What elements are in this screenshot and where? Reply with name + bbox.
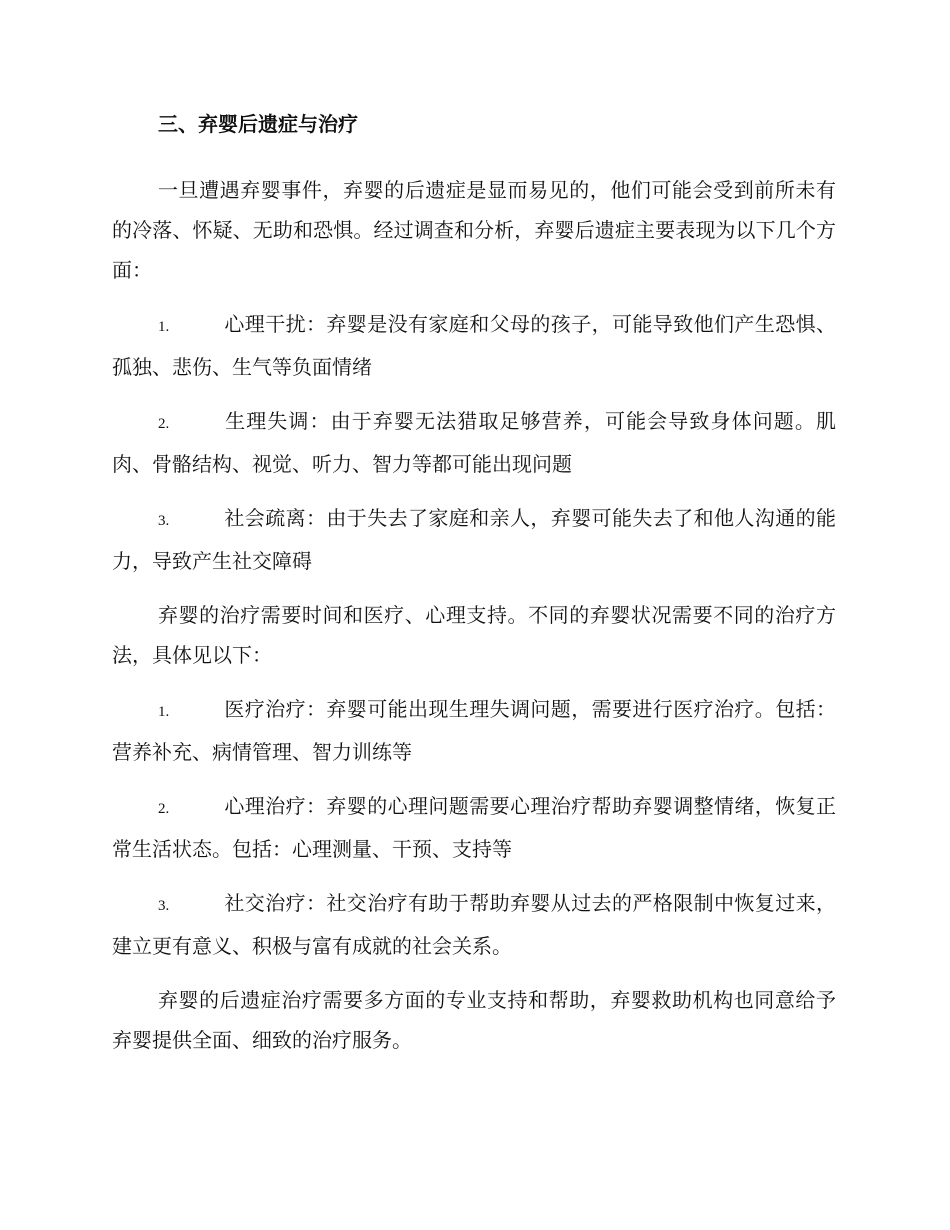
treatments-list — [112, 689, 836, 966]
list-number: 2. — [158, 416, 170, 432]
list-item — [112, 304, 836, 387]
list-item — [112, 689, 836, 772]
list-text: 心理治疗：弃婴的心理问题需要心理治疗帮助弃婴调整情绪，恢复正常生活状态。包括：心理测量、干预、支持等 — [112, 794, 836, 861]
treatment-intro-paragraph: 弃婴的治疗需要时间和医疗、心理支持。不同的弃婴状况需要不同的治疗方法，具体见以下： — [112, 603, 836, 667]
symptoms-list — [112, 304, 836, 581]
list-item — [112, 883, 836, 966]
list-text: 社会疏离：由于失去了家庭和亲人，弃婴可能失去了和他人沟通的能力，导致产生社交障碍 — [112, 506, 836, 573]
list-number: 3. — [158, 898, 170, 914]
list-text: 医疗治疗：弃婴可能出现生理失调问题，需要进行医疗治疗。包括：营养补充、病情管理、智力训练等 — [112, 697, 836, 764]
list-number: 3. — [158, 513, 170, 529]
list-number: 1. — [158, 319, 170, 335]
list-text: 生理失调：由于弃婴无法猎取足够营养，可能会导致身体问题。肌肉、骨骼结构、视觉、听力、智力等都可能出现问题 — [112, 409, 836, 476]
list-text: 社交治疗：社交治疗有助于帮助弃婴从过去的严格限制中恢复过来，建立更有意义、积极与富有成就的社会关系。 — [112, 891, 836, 958]
document-page — [112, 104, 836, 1074]
intro-paragraph: 一旦遭遇弃婴事件，弃婴的后遗症是显而易见的，他们可能会受到前所未有的冷落、怀疑、无助和恐惧。经过调查和分析，弃婴后遗症主要表现为以下几个方面： — [112, 178, 836, 282]
conclusion-paragraph: 弃婴的后遗症治疗需要多方面的专业支持和帮助，弃婴救助机构也同意给予弃婴提供全面、细致的治疗服务。 — [112, 988, 836, 1052]
list-item — [112, 498, 836, 581]
list-item — [112, 786, 836, 869]
list-number: 1. — [158, 704, 170, 720]
list-number: 2. — [158, 801, 170, 817]
list-item — [112, 401, 836, 484]
list-text: 心理干扰：弃婴是没有家庭和父母的孩子，可能导致他们产生恐惧、孤独、悲伤、生气等负面情绪 — [112, 312, 836, 379]
section-heading: 三、弃婴后遗症与治疗 — [158, 112, 358, 136]
